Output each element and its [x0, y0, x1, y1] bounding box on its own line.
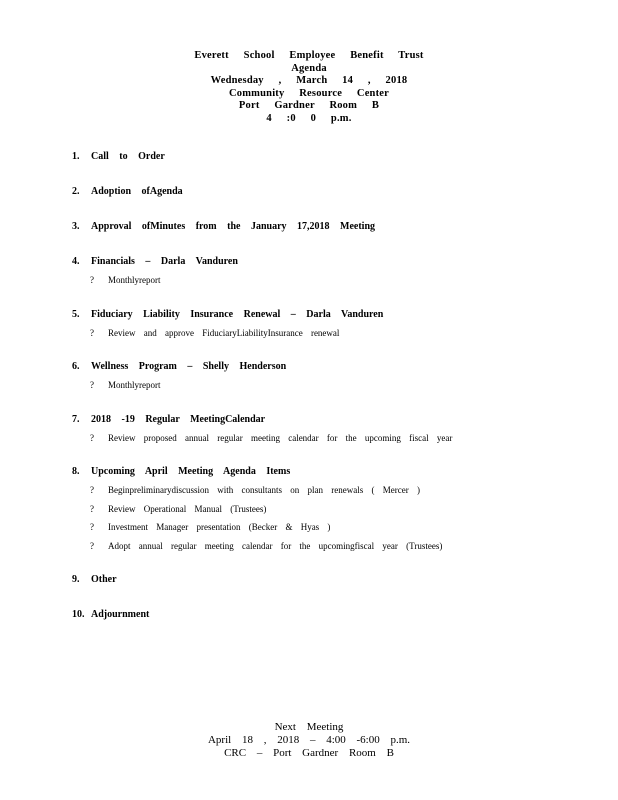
agenda-item-number: 9.	[72, 574, 80, 585]
agenda-subitems	[72, 429, 592, 448]
agenda-subitem-text: Monthlyreport	[108, 275, 161, 285]
agenda-item-number: 6.	[72, 361, 80, 372]
agenda-subitem	[72, 537, 592, 556]
agenda-subitems	[72, 376, 592, 395]
agenda-item-title	[72, 573, 592, 586]
agenda-subitem-text: Review Operational Manual (Trustees)	[108, 503, 267, 514]
agenda-item-number: 8.	[72, 466, 80, 477]
agenda-subitem	[72, 429, 592, 448]
agenda-item-number: 10.	[72, 609, 85, 620]
bullet-icon: ?	[90, 380, 94, 390]
agenda-subitem	[72, 518, 592, 537]
agenda-item-financials	[72, 255, 592, 290]
agenda-subitems	[72, 481, 592, 555]
agenda-item-number: 7.	[72, 413, 80, 425]
agenda-item-number: 3.	[72, 221, 80, 232]
agenda-subitem	[72, 481, 592, 500]
agenda-item-number: 4.	[72, 256, 80, 267]
agenda-item-number: 2.	[72, 186, 80, 197]
agenda-item-wellness	[72, 360, 592, 395]
agenda-subitems	[72, 324, 592, 343]
agenda-item-text: Other	[91, 574, 117, 585]
agenda-header	[0, 50, 618, 125]
agenda-item-number: 1.	[72, 151, 80, 162]
agenda-subitem	[72, 324, 592, 343]
agenda-item-other	[72, 573, 592, 586]
bullet-icon: ?	[90, 540, 94, 551]
agenda-subitem	[72, 500, 592, 519]
header-line-date: Wednesday , March 14 , 2018	[210, 75, 408, 86]
agenda-subitem-text: Review proposed annual regular meeting calendar for the upcoming fiscal year	[108, 432, 453, 443]
agenda-item-title	[72, 185, 592, 198]
agenda-item-text: Upcoming April Meeting Agenda Items	[91, 466, 291, 477]
agenda-subitem-text: Beginpreliminarydiscussion with consultants on plan renewals ( Mercer )	[108, 485, 420, 495]
bullet-icon: ?	[90, 503, 94, 514]
header-line-title: Agenda	[291, 62, 327, 74]
agenda-item-title	[72, 608, 592, 621]
agenda-item-text: Wellness Program – Shelly Henderson	[91, 361, 287, 372]
agenda-subitem-text: Adopt annual regular meeting calendar for the upcomingfiscal year (Trustees)	[108, 540, 443, 551]
agenda-list	[72, 150, 592, 643]
header-line-room: Port Gardner Room B	[238, 100, 380, 111]
agenda-item-upcoming-april	[72, 465, 592, 555]
bullet-icon: ?	[90, 485, 94, 495]
agenda-subitem	[72, 376, 592, 395]
agenda-item-text: Financials – Darla Vanduren	[91, 256, 238, 267]
agenda-item-title	[72, 255, 592, 268]
agenda-item-fiduciary	[72, 308, 592, 343]
bullet-icon: ?	[90, 327, 94, 338]
agenda-item-title	[72, 150, 592, 163]
agenda-item-title	[72, 465, 592, 478]
agenda-subitems	[72, 271, 592, 290]
agenda-item-number: 5.	[72, 308, 80, 320]
agenda-item-title	[72, 220, 592, 233]
agenda-subitem-text: Review and approve FiduciaryLiabilityInsurance renewal	[108, 327, 340, 338]
agenda-item-text: Approval ofMinutes from the January 17,2018 Meeting	[91, 221, 376, 232]
agenda-item-text: Fiduciary Liability Insurance Renewal – Darla Vanduren	[91, 308, 384, 320]
agenda-item-adjournment	[72, 608, 592, 621]
header-line-time: 4 :0 0 p.m.	[266, 112, 352, 124]
next-meeting-footer	[0, 721, 618, 760]
agenda-subitem-text: Investment Manager presentation (Becker & Hyas )	[108, 522, 331, 532]
agenda-subitem	[72, 271, 592, 290]
header-line-venue: Community Resource Center	[228, 87, 390, 99]
agenda-item-approval-minutes	[72, 220, 592, 233]
bullet-icon: ?	[90, 432, 94, 443]
agenda-item-text: 2018 -19 Regular MeetingCalendar	[91, 413, 266, 425]
footer-line-location: CRC – Port Gardner Room B	[224, 747, 394, 759]
agenda-item-title	[72, 360, 592, 373]
agenda-item-text: Call to Order	[91, 151, 165, 162]
bullet-icon: ?	[90, 522, 94, 532]
agenda-item-call-to-order	[72, 150, 592, 163]
agenda-item-title	[72, 308, 592, 321]
footer-line-date: April 18 , 2018 – 4:00 -6:00 p.m.	[207, 734, 411, 746]
bullet-icon: ?	[90, 275, 94, 285]
agenda-item-adoption	[72, 185, 592, 198]
agenda-subitem-text: Monthlyreport	[108, 380, 161, 390]
footer-line-heading: Next Meeting	[274, 721, 344, 733]
agenda-item-title	[72, 413, 592, 426]
agenda-item-text: Adjournment	[91, 609, 150, 620]
header-line-organization: Everett School Employee Benefit Trust	[194, 50, 424, 61]
agenda-item-meeting-calendar	[72, 413, 592, 448]
agenda-item-text: Adoption ofAgenda	[91, 186, 183, 197]
